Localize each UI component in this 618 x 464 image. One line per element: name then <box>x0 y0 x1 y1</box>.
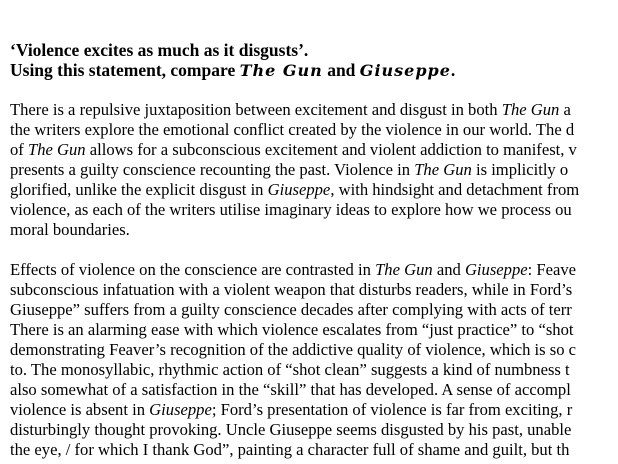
paragraph-line: violence, as each of the writers utilise imaginary ideas to explore how we process ou <box>10 200 572 219</box>
paragraph-line: Effects of violence on the conscience are contrasted in The Gun and Giuseppe: Feave <box>10 260 577 279</box>
paragraph-line: to. The monosyllabic, rhythmic action of “shot clean” suggests a kind of numbness t <box>10 360 570 379</box>
paragraph-line: There is an alarming ease with which violence escalates from “just practice” to “shot <box>10 320 574 339</box>
paragraph-line: the eye, / for which I thank God”, painting a character full of shame and guilt, but th <box>10 440 570 459</box>
paragraph-line: also somewhat of a satisfaction in the “skill” that has developed. A sense of accompl <box>10 380 571 399</box>
paragraph-line: of The Gun allows for a subconscious excitement and violent addiction to manifest, v <box>10 140 577 159</box>
paragraph-line: presents a guilty conscience recounting the past. Violence in The Gun is implicitly o <box>10 160 569 179</box>
paragraph-line: glorified, unlike the explicit disgust in Giuseppe, with hindsight and detachment from <box>10 180 580 199</box>
and-text: and <box>322 60 360 80</box>
paragraph-conscience <box>10 260 618 460</box>
title-giuseppe: Giuseppe <box>359 61 451 80</box>
question-quote: ‘Violence excites as much as it disgusts’. <box>10 40 309 60</box>
essay-question <box>10 40 455 81</box>
paragraph-line: Giuseppe” suffers from a guilty conscience decades after complying with acts of terr <box>10 300 572 319</box>
paragraph-line: subconscious infatuation with a violent weapon that disturbs readers, while in Ford’s <box>10 280 573 299</box>
instruction-text: Using this statement, compare <box>10 60 240 80</box>
title-the-gun: The Gun <box>239 61 323 80</box>
paragraph-line: There is a repulsive juxtaposition between excitement and disgust in both The Gun a <box>10 100 571 119</box>
paragraph-introduction <box>10 100 618 240</box>
paragraph-line: demonstrating Feaver’s recognition of the addictive quality of violence, which is so c <box>10 340 577 359</box>
paragraph-line: disturbingly thought provoking. Uncle Giuseppe seems disgusted by his past, unable <box>10 420 572 439</box>
period-text: . <box>450 60 456 80</box>
paragraph-line: the writers explore the emotional conflict created by the violence in our world. The d <box>10 120 575 139</box>
paragraph-line: moral boundaries. <box>10 220 130 239</box>
question-instruction <box>10 60 455 81</box>
paragraph-line: violence is absent in Giuseppe; Ford’s presentation of violence is far from exciting, r <box>10 400 573 419</box>
